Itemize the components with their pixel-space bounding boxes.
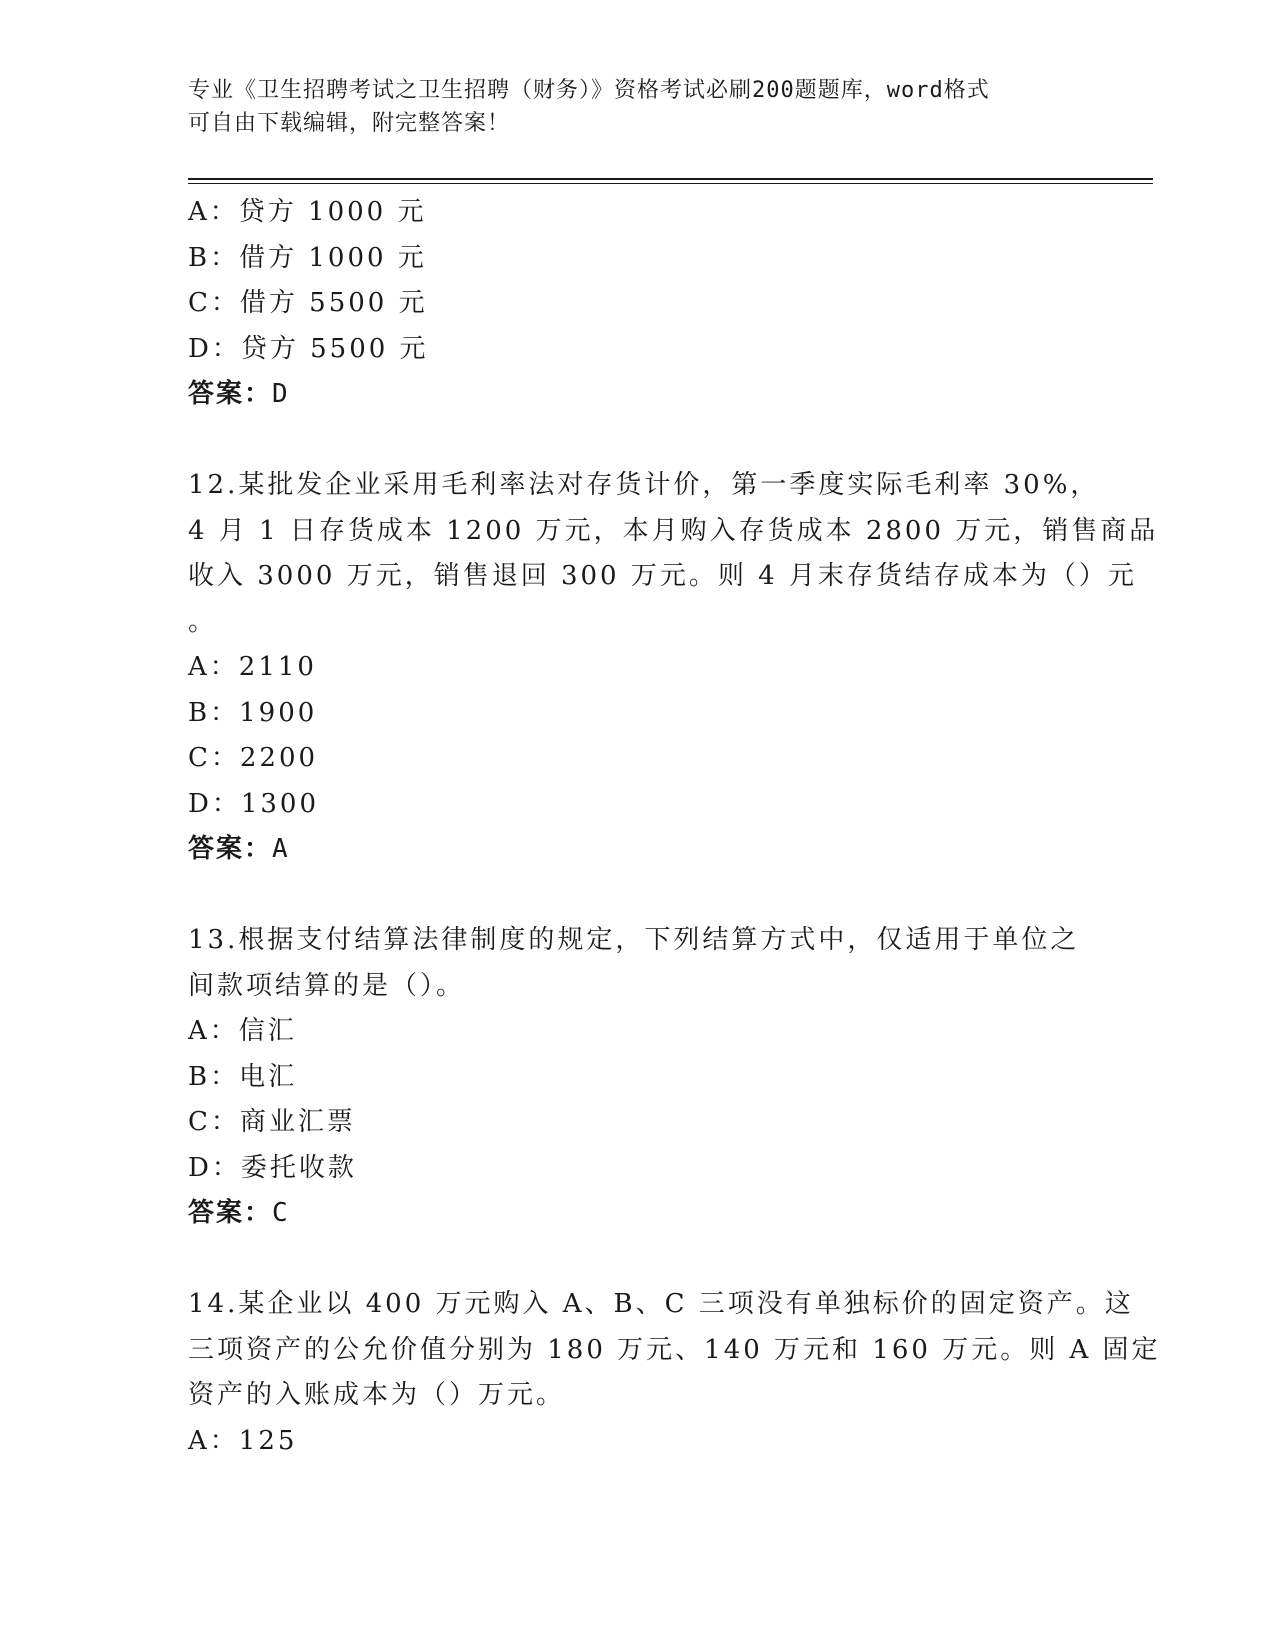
spacer bbox=[188, 1237, 1088, 1283]
question-text-line: 收入 3000 万元，销售退回 300 万元。则 4 月末存货结存成本为（）元 bbox=[188, 561, 1137, 591]
spacer bbox=[188, 873, 1088, 919]
answer-line bbox=[188, 827, 1088, 873]
option-a: A：125 bbox=[188, 1425, 298, 1456]
answer-value: D bbox=[272, 379, 290, 409]
option-d: D：1300 bbox=[188, 788, 320, 819]
header-rule-thick bbox=[188, 178, 1153, 180]
question-text-line: 4 月 1 日存货成本 1200 万元，本月购入存货成本 2800 万元，销售商品 bbox=[188, 515, 1159, 546]
option-d: D：贷方 5500 元 bbox=[188, 333, 429, 364]
question-text-line: 14.某企业以 400 万元购入 A、B、C 三项没有单独标价的固定资产。这 bbox=[188, 1289, 1134, 1319]
answer-value: C bbox=[272, 1198, 290, 1228]
answer-label: 答案： bbox=[188, 834, 273, 864]
header-rule-thin bbox=[188, 183, 1153, 184]
question-14 bbox=[188, 1282, 1161, 1464]
question-text-line: 间款项结算的是（）。 bbox=[188, 970, 466, 1001]
answer-label: 答案： bbox=[188, 379, 273, 409]
option-c: C：借方 5500 元 bbox=[188, 288, 428, 318]
option-b: B：电汇 bbox=[188, 1061, 298, 1092]
question-text-line: 13.根据支付结算法律制度的规定，下列结算方式中，仅适用于单位之 bbox=[188, 925, 1080, 955]
option-a: A：信汇 bbox=[188, 1016, 297, 1046]
question-13 bbox=[188, 918, 1088, 1237]
spacer bbox=[188, 418, 1088, 464]
question-12 bbox=[188, 463, 1159, 873]
document-header bbox=[188, 74, 1088, 140]
header-line-1: 专业《卫生招聘考试之卫生招聘（财务）》资格考试必刷200题题库，word格式 bbox=[188, 78, 990, 103]
question-text-line: 三项资产的公允价值分别为 180 万元、140 万元和 160 万元。则 A 固定 bbox=[188, 1334, 1161, 1365]
document-body bbox=[188, 190, 1161, 1464]
option-b: B：借方 1000 元 bbox=[188, 242, 427, 273]
question-text-line: 。 bbox=[188, 606, 218, 637]
answer-value: A bbox=[272, 834, 290, 864]
answer-line bbox=[188, 1191, 1088, 1237]
option-d: D：委托收款 bbox=[188, 1152, 357, 1183]
answer-line bbox=[188, 372, 1088, 418]
option-c: C：商业汇票 bbox=[188, 1107, 356, 1137]
question-text-line: 资产的入账成本为（）万元。 bbox=[188, 1380, 566, 1410]
answer-label: 答案： bbox=[188, 1198, 273, 1228]
question-text-line: 12.某批发企业采用毛利率法对存货计价，第一季度实际毛利率 30%， bbox=[188, 470, 1100, 500]
header-line-2: 可自由下载编辑，附完整答案！ bbox=[188, 111, 511, 136]
question-11-continued bbox=[188, 190, 1088, 418]
option-b: B：1900 bbox=[188, 697, 318, 728]
option-a: A：2110 bbox=[188, 652, 317, 682]
option-c: C：2200 bbox=[188, 743, 319, 773]
option-a: A：贷方 1000 元 bbox=[188, 197, 427, 227]
